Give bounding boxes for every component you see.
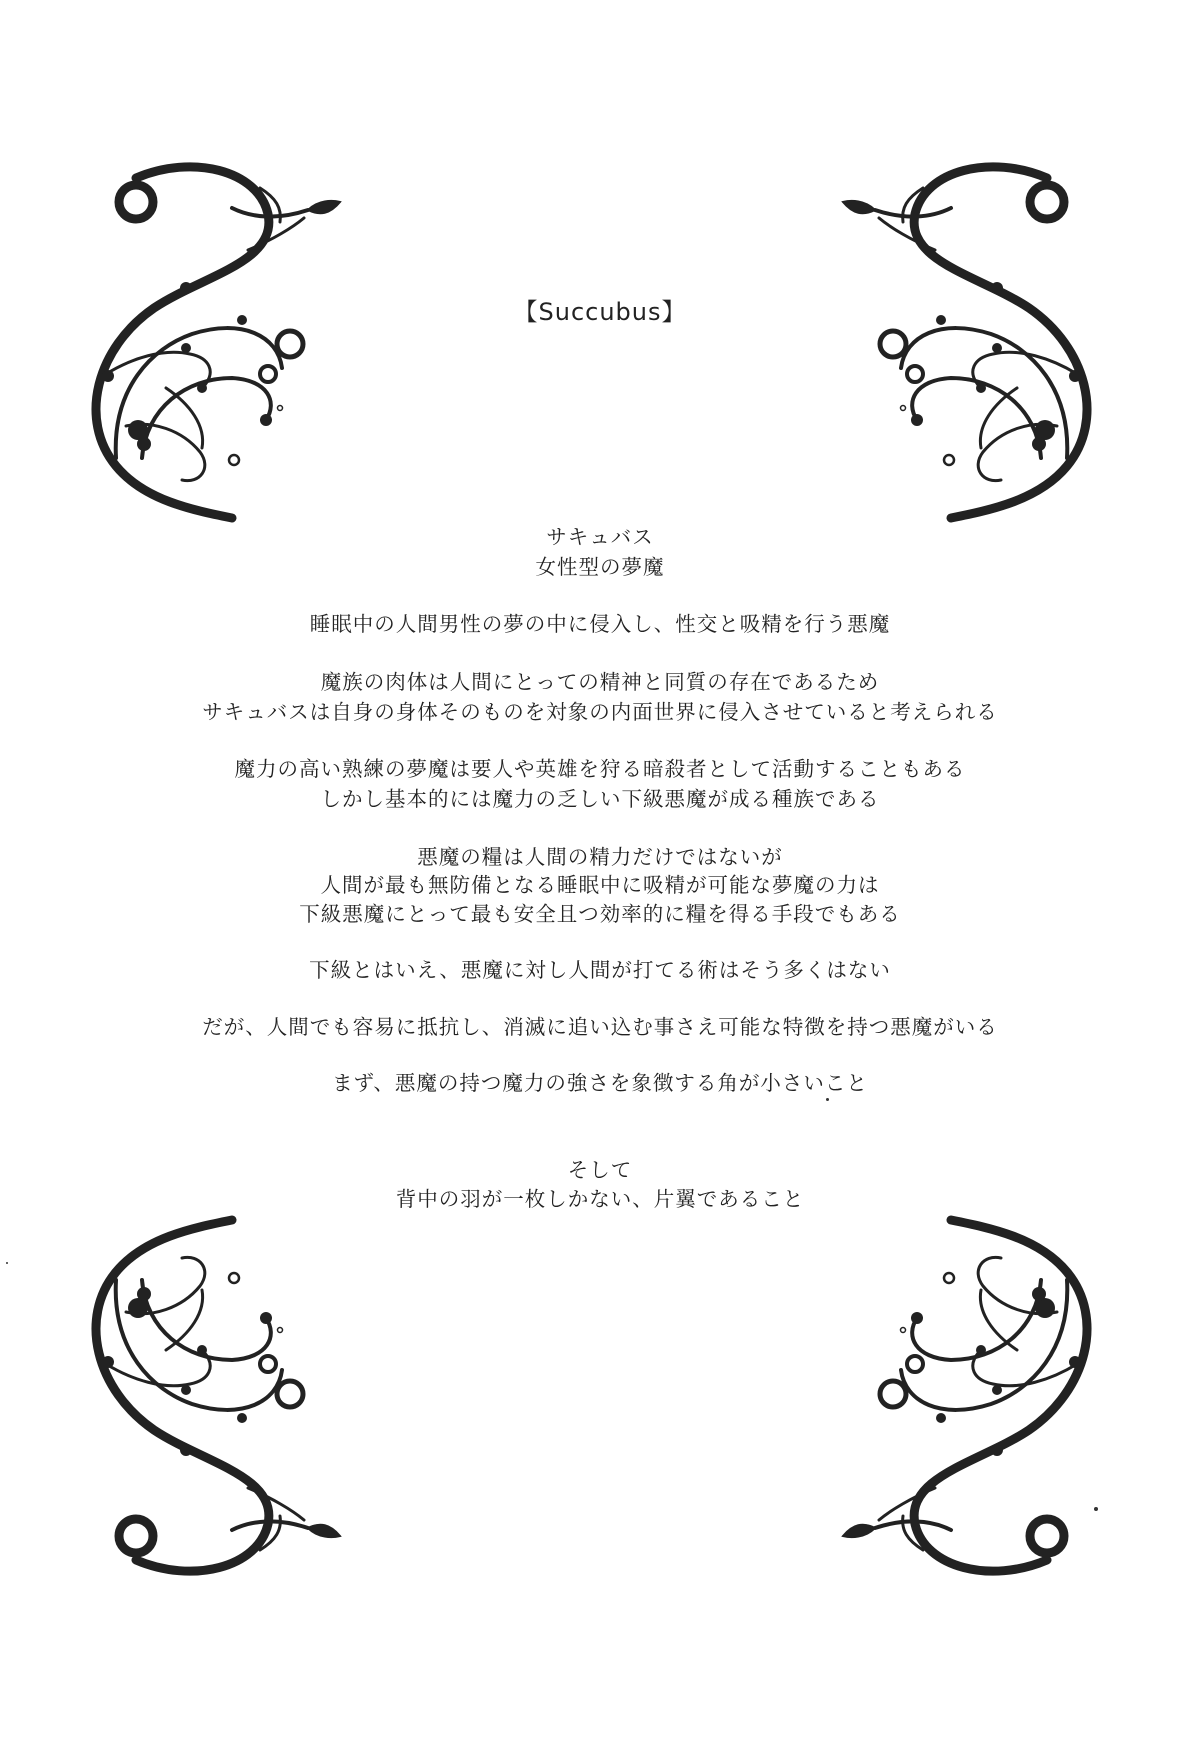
paper-speck xyxy=(826,1098,829,1101)
text-line: 悪魔の糧は人間の精力だけではないが xyxy=(417,845,783,869)
paper-speck xyxy=(1094,1507,1098,1511)
text-line: まず、悪魔の持つ魔力の強さを象徴する角が小さいこと xyxy=(332,1071,868,1095)
text-line: 背中の羽が一枚しかない、片翼であること xyxy=(395,1187,805,1211)
flourish-bottom-right xyxy=(841,1200,1101,1580)
paper-speck xyxy=(6,1262,8,1264)
flourish-top-left xyxy=(82,158,342,538)
text-line: しかし基本的には魔力の乏しい下級悪魔が成る種族である xyxy=(320,787,880,811)
text-line: 人間が最も無防備となる睡眠中に吸精が可能な夢魔の力は xyxy=(320,873,880,897)
text-line: サキュバス xyxy=(546,525,654,549)
flourish-bottom-left xyxy=(82,1200,342,1580)
text-line: 女性型の夢魔 xyxy=(535,555,665,579)
text-line: 下級悪魔にとって最も安全且つ効率的に糧を得る手段でもある xyxy=(299,902,901,926)
text-line: 睡眠中の人間男性の夢の中に侵入し、性交と吸精を行う悪魔 xyxy=(309,612,891,636)
text-line: 下級とはいえ、悪魔に対し人間が打てる術はそう多くはない xyxy=(309,958,891,982)
text-line: 魔族の肉体は人間にとっての精神と同質の存在であるため xyxy=(320,670,880,694)
text-line: そして xyxy=(567,1158,633,1182)
flourish-top-right xyxy=(841,158,1101,538)
text-line: サキュバスは自身の身体そのものを対象の内面世界に侵入させていると考えられる xyxy=(202,700,998,724)
page-title: 【Succubus】 xyxy=(513,298,687,326)
text-line: 魔力の高い熟練の夢魔は要人や英雄を狩る暗殺者として活動することもある xyxy=(234,757,966,781)
text-line: だが、人間でも容易に抵抗し、消滅に追い込む事さえ可能な特徴を持つ悪魔がいる xyxy=(202,1015,998,1039)
